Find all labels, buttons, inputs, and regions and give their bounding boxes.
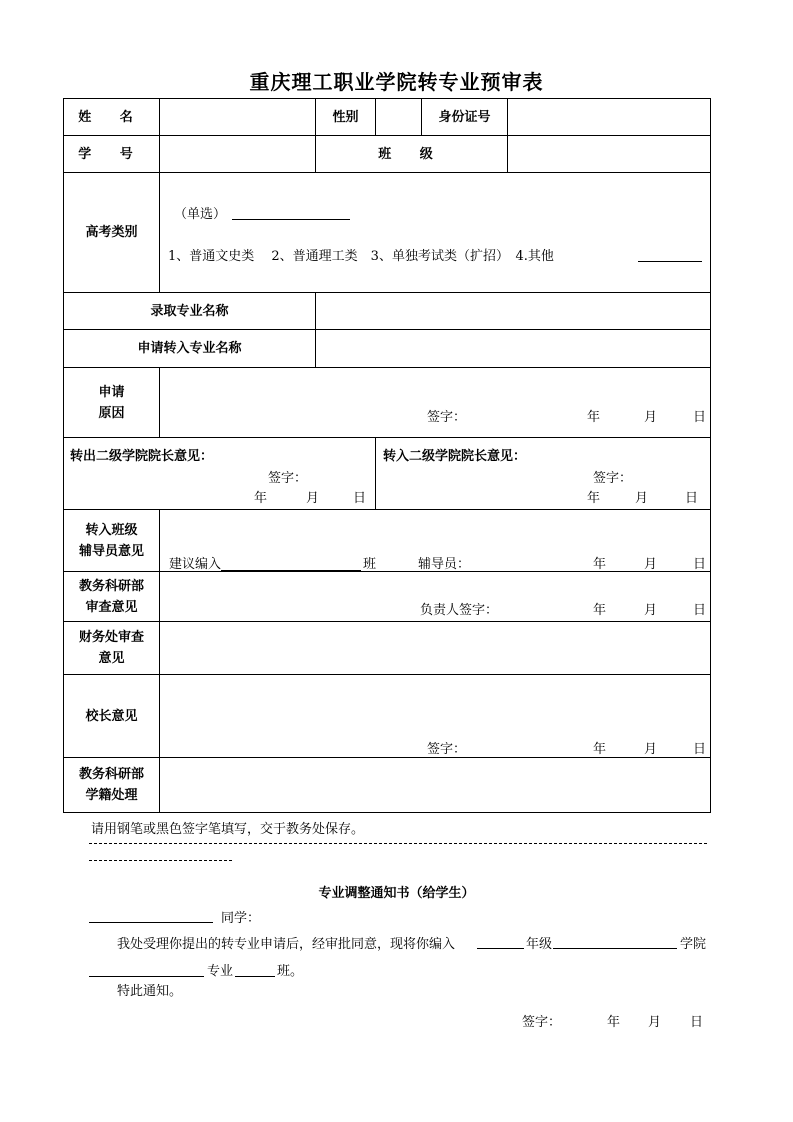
finance-field[interactable]: [159, 621, 711, 675]
registry-label-line1: 教务科研部: [78, 767, 144, 782]
registry-label-cell: [63, 757, 160, 813]
president-day: 日: [693, 742, 707, 757]
exam-field: [159, 172, 711, 293]
counselor-label-cell: [63, 509, 160, 572]
out-college-sign: 签字：: [268, 471, 308, 486]
notice-month: 月: [648, 1015, 662, 1030]
notice-class: 班。: [277, 964, 304, 979]
academic-label-line2: 审查意见: [85, 599, 138, 615]
exam-choice-blank[interactable]: [232, 219, 350, 220]
notice-student-blank[interactable]: [89, 922, 213, 923]
notice-college-blank[interactable]: [553, 948, 677, 949]
cut-line-tail: [89, 860, 232, 861]
notice-day: 日: [690, 1015, 704, 1030]
notice-grade-blank[interactable]: [477, 948, 524, 949]
academic-month: 月: [644, 603, 658, 618]
class-field[interactable]: [507, 135, 711, 173]
president-label: 校长意见: [85, 708, 138, 724]
out-college-month: 月: [306, 491, 320, 506]
in-college-year: 年: [587, 491, 601, 506]
president-field[interactable]: [159, 674, 711, 758]
notice-salutation: 同学：: [221, 911, 261, 926]
out-college-year: 年: [254, 491, 268, 506]
counselor-label-line1: 转入班级: [85, 522, 138, 538]
president-year: 年: [593, 742, 607, 757]
name-label-cell: [63, 98, 160, 136]
exam-label-cell: [63, 172, 160, 293]
fill-note: 请用钢笔或黑色签字笔填写，交于教务处保存。: [91, 822, 365, 837]
registry-label-line2: 学籍处理: [85, 788, 138, 803]
gender-field[interactable]: [375, 98, 422, 136]
form-title: 重庆理工职业学院转专业预审表: [249, 70, 544, 94]
notice-special: 特此通知。: [117, 984, 183, 999]
counselor-label-line2: 辅导员意见: [78, 543, 144, 559]
reason-label-line2: 原因: [98, 405, 125, 421]
apply-major-field[interactable]: [315, 329, 711, 368]
notice-title: 专业调整通知书（给学生）: [318, 886, 475, 901]
academic-label-cell: [63, 571, 160, 622]
registry-field[interactable]: [159, 757, 711, 813]
reason-sign: 签字：: [427, 410, 467, 425]
reason-label-cell: [63, 367, 160, 438]
notice-class-blank[interactable]: [235, 976, 275, 977]
counselor-field[interactable]: [159, 509, 711, 572]
counselor-day: 日: [693, 557, 707, 572]
reason-day: 日: [693, 410, 707, 425]
exam-other-blank[interactable]: [638, 261, 702, 262]
notice-major: 专业: [207, 964, 234, 979]
admit-major-field[interactable]: [315, 292, 711, 330]
in-college-day: 日: [685, 491, 699, 506]
reason-month: 月: [644, 410, 658, 425]
reason-field[interactable]: [159, 367, 711, 438]
in-college-label: 转入二级学院院长意见：: [383, 449, 527, 464]
academic-label-line1: 教务科研部: [78, 578, 144, 594]
reason-year: 年: [587, 410, 601, 425]
finance-label-cell: [63, 621, 160, 675]
exam-single-choice: （单选）: [174, 207, 227, 222]
class-label: 班 级: [378, 146, 445, 162]
gender-label-cell: [315, 98, 376, 136]
president-label-cell: [63, 674, 160, 758]
apply-major-label: 申请转入专业名称: [137, 341, 242, 356]
id-label: 身份证号: [438, 109, 491, 125]
name-label: 姓 名: [78, 109, 145, 125]
notice-sign: 签字：: [522, 1015, 562, 1030]
reason-label-line1: 申请: [98, 384, 125, 400]
name-field[interactable]: [159, 98, 316, 136]
academic-day: 日: [693, 603, 707, 618]
class-label-cell: [315, 135, 508, 173]
in-college-month: 月: [635, 491, 649, 506]
academic-year: 年: [593, 603, 607, 618]
notice-body-a: 我处受理你提出的转专业申请后，经审批同意，现将你编入: [117, 937, 456, 952]
president-month: 月: [644, 742, 658, 757]
id-field[interactable]: [507, 98, 711, 136]
academic-sign: 负责人签字：: [420, 603, 499, 618]
in-college-sign: 签字：: [593, 471, 633, 486]
in-college-cell[interactable]: [375, 437, 711, 510]
president-sign: 签字：: [427, 742, 467, 757]
out-college-day: 日: [353, 491, 367, 506]
finance-label-line2: 意见: [98, 651, 125, 666]
academic-field[interactable]: [159, 571, 711, 622]
out-college-label: 转出二级学院院长意见：: [70, 449, 214, 464]
counselor-sign: 辅导员：: [418, 557, 471, 572]
apply-major-label-cell: [63, 329, 316, 368]
admit-major-label: 录取专业名称: [150, 303, 229, 319]
student-no-field[interactable]: [159, 135, 316, 173]
counselor-class-suffix: 班: [363, 557, 377, 572]
student-no-label-cell: [63, 135, 160, 173]
counselor-year: 年: [593, 557, 607, 572]
cut-line: [89, 843, 707, 844]
notice-grade: 年级: [526, 937, 553, 952]
notice-major-blank[interactable]: [89, 976, 204, 977]
finance-label-line1: 财务处审查: [78, 630, 144, 645]
exam-label: 高考类别: [85, 225, 138, 240]
counselor-month: 月: [644, 557, 658, 572]
student-no-label: 学 号: [78, 146, 145, 162]
exam-options: 1、普通文史类 2、普通理工类 3、单独考试类（扩招） 4.其他: [168, 249, 554, 264]
gender-label: 性别: [332, 109, 359, 125]
counselor-suggest: 建议编入: [169, 557, 222, 572]
id-label-cell: [421, 98, 508, 136]
admit-major-label-cell: [63, 292, 316, 330]
notice-college: 学院: [680, 937, 707, 952]
out-college-cell[interactable]: [63, 437, 376, 510]
notice-year: 年: [607, 1015, 621, 1030]
